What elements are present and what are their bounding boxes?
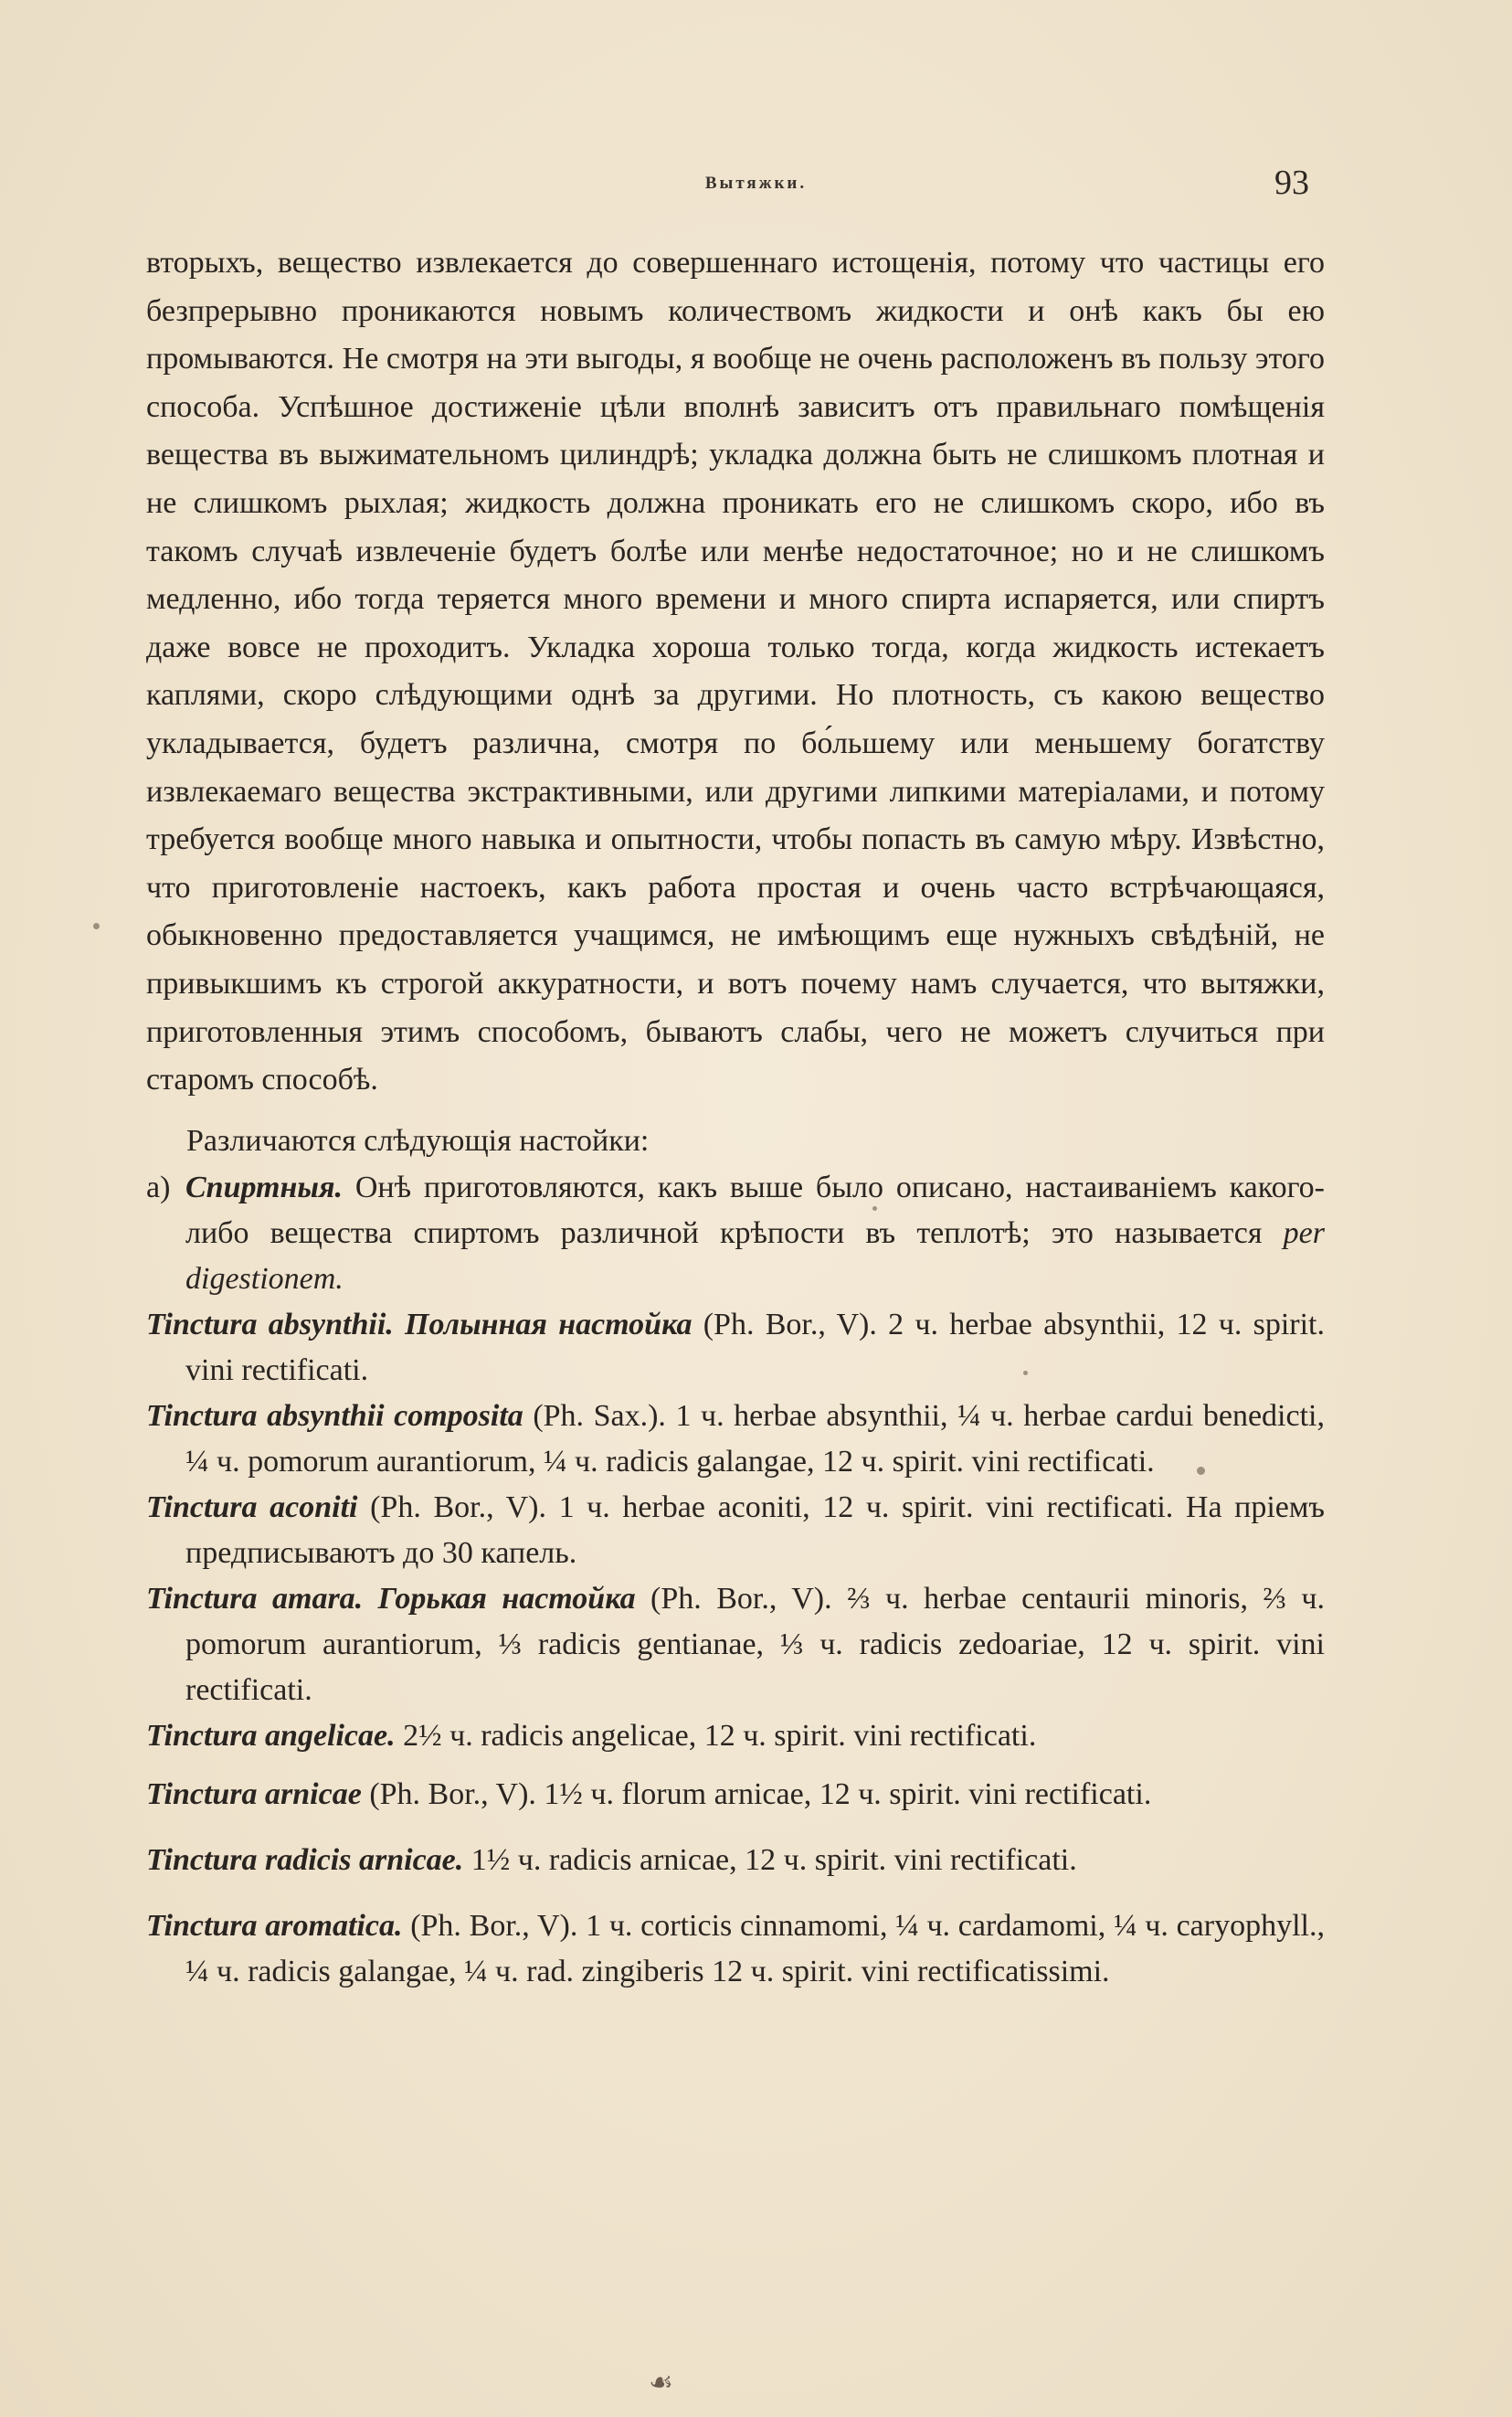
running-head: Вытяжки. [704,174,808,193]
tincture-entry [146,1903,1325,1995]
tincture-entry [146,1302,1325,1394]
tincture-entry [146,1772,1325,1818]
entry-text: (Ph. Sax.). 1 ч. herbae absynthii, ¼ ч. herbae cardui benedicti, ¼ ч. pomorum aurantiorum, ¼ ч. radicis galangae, 12 ч. spirit. vini rectificati. [185,1398,1325,1479]
tincture-entry [146,1576,1325,1713]
list-item-term: per digestionem. [185,1215,1325,1296]
list-item-a [146,1165,1325,1302]
tincture-entry [146,1394,1325,1485]
entry-latin-name: Tinctura radicis arnicae. [146,1842,464,1877]
entry-latin-name: Tinctura arnicae [146,1776,362,1811]
tincture-entry [146,1485,1325,1576]
entry-text: (Ph. Bor., V). 1 ч. corticis cinnamomi, ¼ ч. cardamomi, ¼ ч. caryophyll., ¼ ч. radicis galangae, ¼ ч. rad. zingiberis 12 ч. spirit. vini rectificatissimi. [185,1908,1325,1988]
print-speck [1197,1467,1205,1475]
entry-latin-name: Tinctura absynthii composita [146,1398,523,1433]
list-item-text: Онѣ приготовляются, какъ выше было описано, настаиваніемъ какого-либо вещества спиртомъ различной крѣпости въ теплотѣ; это называется [185,1170,1325,1250]
main-paragraph: вторыхъ, вещество извлекается до совершеннаго истощенія, потому что частицы его безпрерывно проникаются новымъ количествомъ жидкости и онѣ какъ бы ею промываются. Не смотря на эти выгоды, я вообще не очень расположенъ въ пользу этого способа. Успѣшное достиженіе цѣли вполнѣ зависитъ отъ правильнаго помѣщенія вещества въ выжимательномъ цилиндрѣ; укладка должна быть не слишкомъ плотная и не слишкомъ рыхлая; жидкость должна проникать его не слишкомъ скоро, ибо въ такомъ случаѣ извлеченіе будетъ болѣе или менѣе недостаточное; но и не слишкомъ медленно, ибо тогда теряется много времени и много спирта испаряется, или спиртъ даже вовсе не проходитъ. Укладка хороша только тогда, когда жидкость истекаетъ каплями, скоро слѣдующими однѣ за другими. Но плотность, съ какою вещество укладывается, будетъ различна, смотря по бо́льшему или меньшему богатству извлекаемаго вещества экстрактивными, или другими липкими матеріалами, и потому требуется вообще много навыка и опытности, чтобы попасть въ самую мѣру. Извѣстно, что приготовленіе настоекъ, какъ работа простая и очень часто встрѣчающаяся, обыкновенно предоставляется учащимся, не имѣющимъ еще нужныхъ свѣдѣній, не привыкшимъ къ строгой аккуратности, и вотъ почему намъ случается, что вытяжки, приготовленныя этимъ способомъ, бываютъ слабы, чего не можетъ случиться при старомъ способѣ. [146,246,1325,1097]
entry-latin-name: Tinctura angelicae. [146,1718,396,1753]
list-item-title: Спиртныя. [185,1170,343,1204]
print-speck [1023,1371,1028,1375]
entry-latin-name: Tinctura aromatica. [146,1908,403,1943]
entry-text: (Ph. Bor., V). 2 ч. herbae absynthii, 12 ч. spirit. vini rectificati. [185,1307,1325,1387]
page-ornament: ☙ [649,2368,673,2398]
body-text [146,239,1325,1995]
print-speck [93,923,100,929]
tincture-entry [146,1838,1325,1883]
entry-russian-name: Полынная настойка [393,1307,693,1341]
page-number: 93 [1274,164,1309,202]
entry-text: 2½ ч. radicis angelicae, 12 ч. spirit. vini rectificati. [395,1718,1037,1753]
entry-text: (Ph. Bor., V). ⅔ ч. herbae centaurii minoris, ⅔ ч. pomorum aurantiorum, ⅓ radicis gentianae, ⅓ ч. radicis zedoariae, 12 ч. spirit. vini rectificati. [185,1581,1325,1707]
print-speck [872,1206,877,1211]
tincture-entry [146,1713,1325,1759]
entry-latin-name: Tinctura amara. [146,1581,364,1616]
entry-text: (Ph. Bor., V). 1 ч. herbae aconiti, 12 ч. spirit. vini rectificati. На пріемъ предписываютъ до 30 капель. [185,1489,1325,1570]
entry-latin-name: Tinctura absynthii. [146,1307,394,1341]
list-item-label: а) [146,1170,171,1204]
entry-text: (Ph. Bor., V). 1½ ч. florum arnicae, 12 ч. spirit. vini rectificati. [361,1776,1152,1811]
list-intro: Различаются слѣдующія настойки: [186,1123,650,1158]
entry-russian-name: Горькая настойка [363,1581,636,1616]
entry-text: 1½ ч. radicis arnicae, 12 ч. spirit. vini rectificati. [463,1842,1077,1877]
entry-latin-name: Tinctura aconiti [146,1489,358,1524]
